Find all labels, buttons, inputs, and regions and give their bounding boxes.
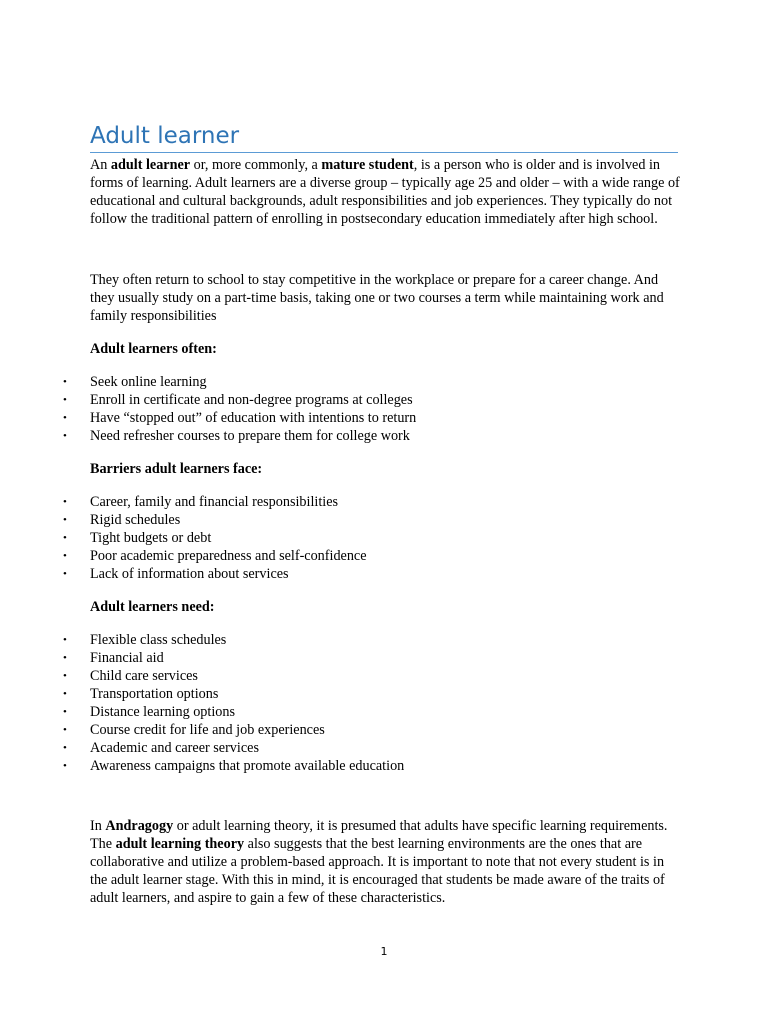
- bullet-icon: •: [63, 376, 67, 388]
- andragogy-text-2: or adult learning theory, it is presumed that adults have specific learning requirements. The: [90, 818, 668, 852]
- bullet-icon: •: [63, 634, 67, 646]
- term-mature-student: mature student: [321, 157, 414, 173]
- bullet-icon: •: [63, 568, 67, 580]
- often-list: [0, 373, 416, 445]
- andragogy-text-1: In: [90, 818, 106, 834]
- list-item: • Tight budgets or debt: [63, 530, 212, 546]
- intro-text-2: or, more commonly, a: [190, 157, 322, 173]
- list-item: • Awareness campaigns that promote available education: [63, 758, 405, 774]
- bullet-icon: •: [63, 550, 67, 562]
- heading-often: Adult learners often:: [90, 341, 217, 357]
- list-item: • Distance learning options: [63, 704, 235, 720]
- term-andragogy: Andragogy: [105, 818, 174, 834]
- page-number: 1: [380, 945, 388, 958]
- list-item: • Flexible class schedules: [63, 632, 227, 648]
- list-item: • Course credit for life and job experiences: [63, 722, 325, 738]
- bullet-icon: •: [63, 724, 67, 736]
- bullet-icon: •: [63, 742, 67, 754]
- list-item: • Rigid schedules: [63, 512, 181, 528]
- intro-paragraph: [90, 156, 680, 228]
- list-item: • Lack of information about services: [63, 566, 289, 582]
- heading-needs: Adult learners need:: [90, 599, 215, 615]
- andragogy-paragraph: [90, 817, 680, 907]
- list-item: • Seek online learning: [63, 374, 207, 390]
- heading-barriers: Barriers adult learners face:: [90, 461, 263, 477]
- barriers-list: [0, 493, 367, 583]
- term-adult-learning-theory: adult learning theory: [115, 836, 245, 852]
- bullet-icon: •: [63, 706, 67, 718]
- list-item: • Have “stopped out” of education with intentions to return: [63, 410, 417, 426]
- list-item: • Child care services: [63, 668, 198, 684]
- list-item: • Enroll in certificate and non-degree programs at colleges: [63, 392, 413, 408]
- list-item: • Poor academic preparedness and self-confidence: [63, 548, 367, 564]
- bullet-icon: •: [63, 412, 67, 424]
- bullet-icon: •: [63, 496, 67, 508]
- bullet-icon: •: [63, 430, 67, 442]
- list-item: • Need refresher courses to prepare them for college work: [63, 428, 410, 444]
- intro-text-3: , is a person who is older and is involved in forms of learning. Adult learners are a diverse group – typically age 25 and older – with a wide range of educational and cultural backgrounds, adult responsibilities and job experiences. They typically do not follow the traditional pattern of enrolling in postsecondary education immediately after high school.: [90, 157, 680, 227]
- term-adult-learner: adult learner: [110, 157, 191, 173]
- list-item: • Financial aid: [63, 650, 164, 666]
- bullet-icon: •: [63, 760, 67, 772]
- andragogy-text-3: also suggests that the best learning environments are the ones that are collaborative and utilize a problem-based approach. It is important to note that not every student is in the adult learner stage. With this in mind, it is encouraged that students be made aware of the traits of adult learners, and aspire to gain a few of these characteristics.: [90, 836, 665, 906]
- bullet-icon: •: [63, 394, 67, 406]
- bullet-icon: •: [63, 688, 67, 700]
- list-item: • Career, family and financial responsibilities: [63, 494, 339, 510]
- intro-text-1: An: [90, 157, 111, 173]
- bullet-icon: •: [63, 532, 67, 544]
- bullet-icon: •: [63, 670, 67, 682]
- list-item: • Academic and career services: [63, 740, 259, 756]
- bullet-icon: •: [63, 514, 67, 526]
- return-paragraph: They often return to school to stay competitive in the workplace or prepare for a career change. And they usually study on a part-time basis, taking one or two courses a term while maintaining work and family responsibilities: [90, 272, 664, 324]
- list-item: • Transportation options: [63, 686, 219, 702]
- bullet-icon: •: [63, 652, 67, 664]
- needs-list: [0, 631, 404, 775]
- page-title: Adult learner: [90, 122, 678, 153]
